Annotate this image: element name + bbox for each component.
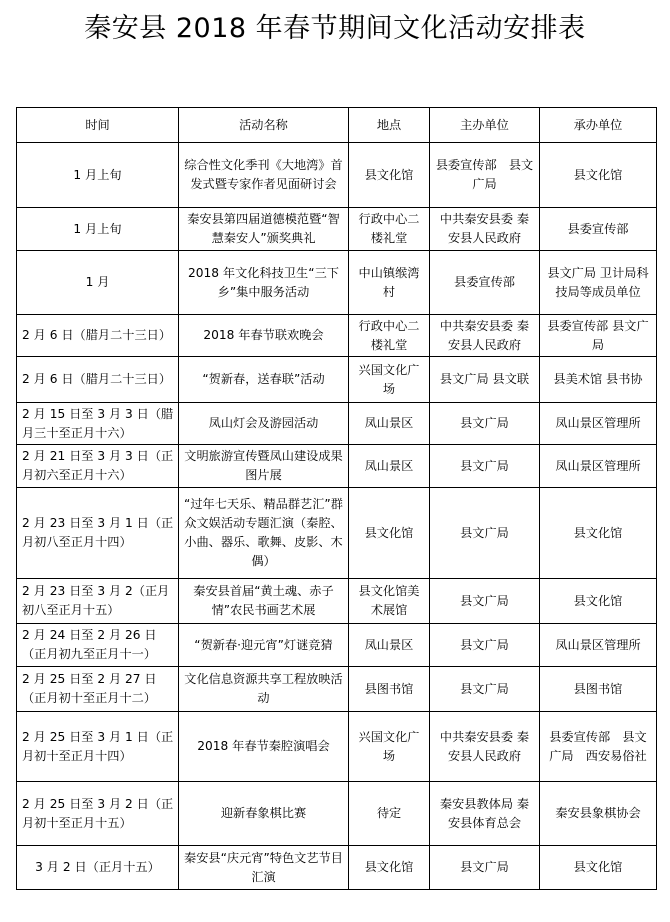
cell-name: 文明旅游宣传暨凤山建设成果图片展 [179, 445, 349, 488]
cell-host: 县文广局 [430, 403, 540, 445]
cell-time: 2 月 25 日至 3 月 1 日（正月初十至正月十四） [17, 712, 179, 782]
cell-host: 县文广局 [430, 846, 540, 890]
schedule-table [16, 107, 657, 890]
cell-organizer: 县文化馆 [540, 846, 657, 890]
cell-place: 凤山景区 [349, 445, 430, 488]
cell-name: 2018 年文化科技卫生“三下乡”集中服务活动 [179, 251, 349, 315]
cell-place: 行政中心二楼礼堂 [349, 208, 430, 251]
cell-organizer: 县委宣传部 县文广局 [540, 315, 657, 357]
cell-time: 2 月 25 日至 3 月 2 日（正月初十至正月十五） [17, 782, 179, 846]
cell-name: “贺新春，送春联”活动 [179, 357, 349, 403]
cell-time: 2 月 25 日至 2 月 27 日（正月初十至正月十二） [17, 667, 179, 712]
cell-name: 秦安县“庆元宵”特色文艺节目汇演 [179, 846, 349, 890]
cell-host: 县文广局 [430, 579, 540, 624]
cell-organizer: 凤山景区管理所 [540, 445, 657, 488]
cell-place: 兴国文化广场 [349, 712, 430, 782]
cell-name: “贺新春·迎元宵”灯谜竞猜 [179, 624, 349, 667]
cell-place: 县图书馆 [349, 667, 430, 712]
table-row [17, 846, 657, 890]
table-row [17, 782, 657, 846]
cell-time: 2 月 6 日（腊月二十三日） [17, 357, 179, 403]
cell-place: 县文化馆美术展馆 [349, 579, 430, 624]
cell-time: 2 月 21 日至 3 月 3 日（正月初六至正月十六） [17, 445, 179, 488]
cell-place: 中山镇缑湾村 [349, 251, 430, 315]
page-title: 秦安县 2018 年春节期间文化活动安排表 [84, 13, 586, 44]
table-row [17, 624, 657, 667]
table-row [17, 143, 657, 208]
cell-host: 县文广局 [430, 624, 540, 667]
cell-time: 2 月 15 日至 3 月 3 日（腊月三十至正月十六） [17, 403, 179, 445]
cell-place: 县文化馆 [349, 846, 430, 890]
cell-organizer: 凤山景区管理所 [540, 624, 657, 667]
cell-organizer: 县文广局 卫计局科技局等成员单位 [540, 251, 657, 315]
cell-place: 凤山景区 [349, 624, 430, 667]
table-row [17, 315, 657, 357]
table-row [17, 403, 657, 445]
cell-place: 凤山景区 [349, 403, 430, 445]
header-organizer: 承办单位 [540, 108, 657, 143]
cell-host: 县文广局 [430, 667, 540, 712]
table-row [17, 712, 657, 782]
cell-time: 2 月 23 日至 3 月 1 日（正月初八至正月十四） [17, 488, 179, 579]
cell-name: 文化信息资源共享工程放映活动 [179, 667, 349, 712]
table-row [17, 579, 657, 624]
cell-time: 3 月 2 日（正月十五） [17, 846, 179, 890]
cell-place: 行政中心二楼礼堂 [349, 315, 430, 357]
table-row [17, 357, 657, 403]
cell-organizer: 县图书馆 [540, 667, 657, 712]
cell-place: 兴国文化广场 [349, 357, 430, 403]
cell-host: 县文广局 [430, 445, 540, 488]
cell-host: 县文广局 [430, 488, 540, 579]
header-name: 活动名称 [179, 108, 349, 143]
table-row [17, 445, 657, 488]
table-row [17, 488, 657, 579]
cell-name: 凤山灯会及游园活动 [179, 403, 349, 445]
header-host: 主办单位 [430, 108, 540, 143]
cell-organizer: 县委宣传部 [540, 208, 657, 251]
cell-time: 2 月 23 日至 3 月 2（正月初八至正月十五） [17, 579, 179, 624]
cell-name: 秦安县首届“黄土魂、赤子情”农民书画艺术展 [179, 579, 349, 624]
header-time: 时间 [17, 108, 179, 143]
cell-host: 县委宣传部 县文广局 [430, 143, 540, 208]
cell-organizer: 县文化馆 [540, 488, 657, 579]
cell-time: 1 月上旬 [17, 143, 179, 208]
cell-organizer: 秦安县象棋协会 [540, 782, 657, 846]
cell-host: 县委宣传部 [430, 251, 540, 315]
cell-host: 县文广局 县文联 [430, 357, 540, 403]
header-row [17, 108, 657, 143]
cell-time: 2 月 24 日至 2 月 26 日（正月初九至正月十一） [17, 624, 179, 667]
cell-place: 县文化馆 [349, 143, 430, 208]
cell-organizer: 县委宣传部 县文广局 西安易俗社 [540, 712, 657, 782]
table-row [17, 667, 657, 712]
cell-name: 迎新春象棋比赛 [179, 782, 349, 846]
cell-time: 1 月 [17, 251, 179, 315]
cell-host: 中共秦安县委 秦安县人民政府 [430, 712, 540, 782]
cell-host: 中共秦安县委 秦安县人民政府 [430, 315, 540, 357]
cell-place: 县文化馆 [349, 488, 430, 579]
cell-time: 1 月上旬 [17, 208, 179, 251]
cell-name: 综合性文化季刊《大地湾》首发式暨专家作者见面研讨会 [179, 143, 349, 208]
cell-organizer: 县文化馆 [540, 579, 657, 624]
cell-organizer: 县文化馆 [540, 143, 657, 208]
cell-name: 2018 年春节联欢晚会 [179, 315, 349, 357]
cell-name: 秦安县第四届道德模范暨“智慧秦安人”颁奖典礼 [179, 208, 349, 251]
cell-time: 2 月 6 日（腊月二十三日） [17, 315, 179, 357]
header-place: 地点 [349, 108, 430, 143]
cell-host: 中共秦安县委 秦安县人民政府 [430, 208, 540, 251]
cell-organizer: 凤山景区管理所 [540, 403, 657, 445]
cell-name: “过年七天乐、精品群艺汇”群众文娱活动专题汇演（秦腔、小曲、器乐、歌舞、皮影、木偶） [179, 488, 349, 579]
cell-place: 待定 [349, 782, 430, 846]
cell-name: 2018 年春节秦腔演唱会 [179, 712, 349, 782]
cell-organizer: 县美术馆 县书协 [540, 357, 657, 403]
table-row [17, 251, 657, 315]
cell-host: 秦安县教体局 秦安县体育总会 [430, 782, 540, 846]
table-row [17, 208, 657, 251]
